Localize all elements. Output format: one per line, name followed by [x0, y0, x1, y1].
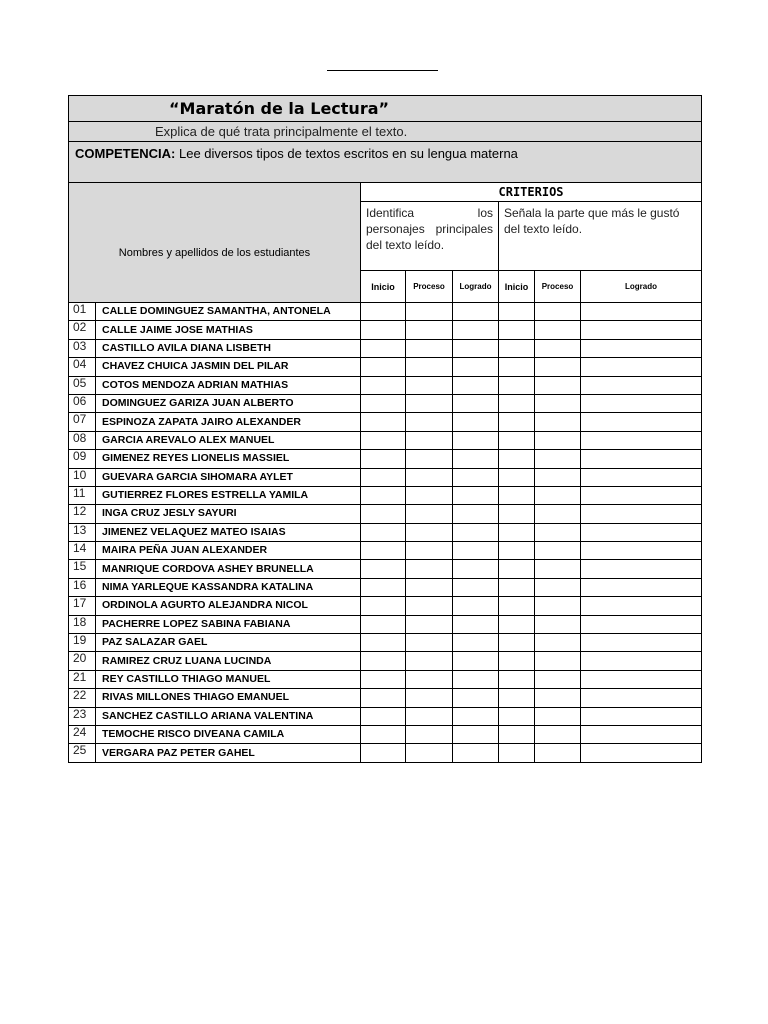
sheet-subtitle: Explica de qué trata principalmente el texto. — [69, 122, 702, 142]
student-number: 19 — [69, 634, 96, 652]
evaluation-cell[interactable] — [453, 413, 499, 431]
evaluation-cell[interactable] — [361, 468, 406, 486]
student-number: 11 — [69, 486, 96, 504]
evaluation-cell[interactable] — [453, 744, 499, 762]
student-name: NIMA YARLEQUE KASSANDRA KATALINA — [96, 578, 361, 596]
evaluation-cell[interactable] — [499, 486, 535, 504]
student-name: ORDINOLA AGURTO ALEJANDRA NICOL — [96, 597, 361, 615]
evaluation-cell[interactable] — [535, 707, 581, 725]
evaluation-cell[interactable] — [406, 339, 453, 357]
evaluation-cell[interactable] — [581, 339, 702, 357]
student-name: GUEVARA GARCIA SIHOMARA AYLET — [96, 468, 361, 486]
evaluation-cell[interactable] — [361, 744, 406, 762]
evaluation-cell[interactable] — [535, 597, 581, 615]
evaluation-cell[interactable] — [581, 560, 702, 578]
evaluation-cell[interactable] — [535, 413, 581, 431]
evaluation-cell[interactable] — [535, 468, 581, 486]
evaluation-cell[interactable] — [406, 468, 453, 486]
evaluation-cell[interactable] — [581, 689, 702, 707]
evaluation-cell[interactable] — [361, 376, 406, 394]
header-underline — [327, 70, 438, 71]
evaluation-cell[interactable] — [581, 450, 702, 468]
evaluation-cell[interactable] — [453, 450, 499, 468]
evaluation-cell[interactable] — [453, 615, 499, 633]
competencia-label: COMPETENCIA: — [75, 146, 176, 161]
sheet-title: “Maratón de la Lectura” — [69, 96, 702, 122]
evaluation-cell[interactable] — [453, 523, 499, 541]
student-name: VERGARA PAZ PETER GAHEL — [96, 744, 361, 762]
student-row — [69, 450, 702, 468]
evaluation-cell[interactable] — [361, 615, 406, 633]
student-row — [69, 321, 702, 339]
evaluation-cell[interactable] — [499, 450, 535, 468]
student-name: CALLE JAIME JOSE MATHIAS — [96, 321, 361, 339]
evaluation-cell[interactable] — [499, 358, 535, 376]
student-row — [69, 339, 702, 357]
student-row — [69, 725, 702, 743]
evaluation-cell[interactable] — [535, 321, 581, 339]
evaluation-cell[interactable] — [406, 486, 453, 504]
evaluation-cell[interactable] — [406, 597, 453, 615]
evaluation-cell[interactable] — [535, 670, 581, 688]
evaluation-cell[interactable] — [453, 468, 499, 486]
student-row — [69, 303, 702, 321]
student-number: 22 — [69, 689, 96, 707]
evaluation-cell[interactable] — [581, 505, 702, 523]
student-row — [69, 468, 702, 486]
student-name: CASTILLO AVILA DIANA LISBETH — [96, 339, 361, 357]
student-number: 08 — [69, 431, 96, 449]
evaluation-cell[interactable] — [453, 689, 499, 707]
evaluation-cell[interactable] — [535, 450, 581, 468]
evaluation-cell[interactable] — [361, 413, 406, 431]
level-logrado-2: Logrado — [581, 271, 702, 303]
evaluation-cell[interactable] — [361, 670, 406, 688]
evaluation-cell[interactable] — [406, 394, 453, 412]
criterion-2: Señala la parte que más le gustó del texto leído. — [499, 202, 702, 271]
evaluation-cell[interactable] — [499, 303, 535, 321]
evaluation-cell[interactable] — [535, 523, 581, 541]
evaluation-cell[interactable] — [581, 597, 702, 615]
student-number: 18 — [69, 615, 96, 633]
evaluation-cell[interactable] — [499, 560, 535, 578]
evaluation-cell[interactable] — [535, 652, 581, 670]
evaluation-cell[interactable] — [406, 358, 453, 376]
evaluation-cell[interactable] — [535, 486, 581, 504]
evaluation-cell[interactable] — [361, 523, 406, 541]
criterios-header: CRITERIOS — [361, 183, 702, 202]
evaluation-cell[interactable] — [361, 597, 406, 615]
evaluation-cell[interactable] — [361, 321, 406, 339]
evaluation-cell[interactable] — [453, 303, 499, 321]
student-name: GIMENEZ REYES LIONELIS MASSIEL — [96, 450, 361, 468]
evaluation-cell[interactable] — [406, 303, 453, 321]
evaluation-cell[interactable] — [406, 450, 453, 468]
student-number: 06 — [69, 394, 96, 412]
student-number: 04 — [69, 358, 96, 376]
student-number: 23 — [69, 707, 96, 725]
evaluation-cell[interactable] — [453, 542, 499, 560]
student-name: DOMINGUEZ GARIZA JUAN ALBERTO — [96, 394, 361, 412]
student-name: TEMOCHE RISCO DIVEANA CAMILA — [96, 725, 361, 743]
evaluation-cell[interactable] — [453, 486, 499, 504]
criterion-1: Identifica los personajes principales del texto leído. — [361, 202, 499, 271]
student-name: GARCIA AREVALO ALEX MANUEL — [96, 431, 361, 449]
evaluation-cell[interactable] — [361, 450, 406, 468]
evaluation-cell[interactable] — [453, 560, 499, 578]
student-name: PACHERRE LOPEZ SABINA FABIANA — [96, 615, 361, 633]
level-proceso-1: Proceso — [406, 271, 453, 303]
student-name: PAZ SALAZAR GAEL — [96, 634, 361, 652]
evaluation-cell[interactable] — [581, 468, 702, 486]
evaluation-cell[interactable] — [581, 634, 702, 652]
student-name: CHAVEZ CHUICA JASMIN DEL PILAR — [96, 358, 361, 376]
evaluation-cell[interactable] — [453, 394, 499, 412]
evaluation-cell[interactable] — [581, 615, 702, 633]
student-row — [69, 358, 702, 376]
evaluation-cell[interactable] — [406, 744, 453, 762]
evaluation-cell[interactable] — [406, 505, 453, 523]
evaluation-cell[interactable] — [581, 431, 702, 449]
evaluation-cell[interactable] — [581, 670, 702, 688]
evaluation-cell[interactable] — [406, 725, 453, 743]
evaluation-cell[interactable] — [361, 652, 406, 670]
student-number: 15 — [69, 560, 96, 578]
student-number: 07 — [69, 413, 96, 431]
student-row — [69, 431, 702, 449]
evaluation-cell[interactable] — [581, 652, 702, 670]
evaluation-cell[interactable] — [453, 634, 499, 652]
evaluation-cell[interactable] — [499, 542, 535, 560]
evaluation-cell[interactable] — [406, 707, 453, 725]
evaluation-cell[interactable] — [499, 615, 535, 633]
evaluation-cell[interactable] — [535, 560, 581, 578]
evaluation-cell[interactable] — [535, 615, 581, 633]
student-name: REY CASTILLO THIAGO MANUEL — [96, 670, 361, 688]
evaluation-cell[interactable] — [581, 413, 702, 431]
student-row — [69, 523, 702, 541]
evaluation-cell[interactable] — [361, 560, 406, 578]
student-name: RAMIREZ CRUZ LUANA LUCINDA — [96, 652, 361, 670]
student-row — [69, 597, 702, 615]
student-number: 21 — [69, 670, 96, 688]
student-number: 09 — [69, 450, 96, 468]
evaluation-cell[interactable] — [581, 744, 702, 762]
evaluation-cell[interactable] — [499, 431, 535, 449]
student-row — [69, 376, 702, 394]
student-row — [69, 560, 702, 578]
student-row — [69, 670, 702, 688]
evaluation-cell[interactable] — [406, 413, 453, 431]
evaluation-cell[interactable] — [406, 542, 453, 560]
evaluation-cell[interactable] — [499, 578, 535, 596]
evaluation-cell[interactable] — [535, 339, 581, 357]
evaluation-cell[interactable] — [499, 468, 535, 486]
evaluation-cell[interactable] — [453, 725, 499, 743]
evaluation-cell[interactable] — [499, 744, 535, 762]
evaluation-cell[interactable] — [453, 431, 499, 449]
evaluation-cell[interactable] — [535, 689, 581, 707]
student-number: 20 — [69, 652, 96, 670]
student-number: 24 — [69, 725, 96, 743]
student-row — [69, 394, 702, 412]
evaluation-cell[interactable] — [499, 505, 535, 523]
student-name: GUTIERREZ FLORES ESTRELLA YAMILA — [96, 486, 361, 504]
evaluation-cell[interactable] — [361, 505, 406, 523]
evaluation-cell[interactable] — [499, 376, 535, 394]
evaluation-cell[interactable] — [406, 652, 453, 670]
student-name: RIVAS MILLONES THIAGO EMANUEL — [96, 689, 361, 707]
evaluation-cell[interactable] — [535, 542, 581, 560]
evaluation-cell[interactable] — [406, 615, 453, 633]
evaluation-cell[interactable] — [581, 358, 702, 376]
student-row — [69, 689, 702, 707]
evaluation-cell[interactable] — [535, 578, 581, 596]
evaluation-cell[interactable] — [499, 670, 535, 688]
evaluation-cell[interactable] — [499, 394, 535, 412]
evaluation-cell[interactable] — [453, 358, 499, 376]
evaluation-cell[interactable] — [406, 321, 453, 339]
evaluation-cell[interactable] — [581, 321, 702, 339]
evaluation-cell[interactable] — [499, 321, 535, 339]
evaluation-cell[interactable] — [499, 707, 535, 725]
student-row — [69, 652, 702, 670]
evaluation-cell[interactable] — [453, 321, 499, 339]
evaluation-cell[interactable] — [581, 578, 702, 596]
evaluation-cell[interactable] — [499, 339, 535, 357]
evaluation-cell[interactable] — [535, 744, 581, 762]
student-name: MANRIQUE CORDOVA ASHEY BRUNELLA — [96, 560, 361, 578]
evaluation-cell[interactable] — [581, 376, 702, 394]
evaluation-cell[interactable] — [499, 413, 535, 431]
evaluation-cell[interactable] — [406, 560, 453, 578]
evaluation-cell[interactable] — [581, 542, 702, 560]
evaluation-cell[interactable] — [361, 358, 406, 376]
student-number: 14 — [69, 542, 96, 560]
evaluation-cell[interactable] — [453, 376, 499, 394]
evaluation-cell[interactable] — [535, 394, 581, 412]
evaluation-cell[interactable] — [499, 634, 535, 652]
student-number: 02 — [69, 321, 96, 339]
student-number: 10 — [69, 468, 96, 486]
evaluation-cell[interactable] — [361, 303, 406, 321]
student-name: JIMENEZ VELAQUEZ MATEO ISAIAS — [96, 523, 361, 541]
evaluation-cell[interactable] — [535, 505, 581, 523]
level-inicio-1: Inicio — [361, 271, 406, 303]
evaluation-cell[interactable] — [499, 597, 535, 615]
evaluation-cell[interactable] — [406, 670, 453, 688]
student-row — [69, 413, 702, 431]
student-row — [69, 542, 702, 560]
evaluation-cell[interactable] — [453, 339, 499, 357]
competencia-text: Lee diversos tipos de textos escritos en su lengua materna — [175, 146, 518, 161]
student-name: COTOS MENDOZA ADRIAN MATHIAS — [96, 376, 361, 394]
student-row — [69, 707, 702, 725]
evaluation-cell[interactable] — [453, 505, 499, 523]
student-row — [69, 634, 702, 652]
student-number: 01 — [69, 303, 96, 321]
competencia-row — [69, 142, 702, 183]
evaluation-cell[interactable] — [361, 725, 406, 743]
evaluation-cell[interactable] — [581, 394, 702, 412]
evaluation-cell[interactable] — [361, 486, 406, 504]
evaluation-cell[interactable] — [361, 542, 406, 560]
student-name: CALLE DOMINGUEZ SAMANTHA, ANTONELA — [96, 303, 361, 321]
evaluation-cell[interactable] — [361, 339, 406, 357]
evaluation-cell[interactable] — [535, 376, 581, 394]
student-name: MAIRA PEÑA JUAN ALEXANDER — [96, 542, 361, 560]
evaluation-cell[interactable] — [361, 431, 406, 449]
student-row — [69, 615, 702, 633]
student-row — [69, 578, 702, 596]
evaluation-cell[interactable] — [535, 725, 581, 743]
evaluation-cell[interactable] — [535, 303, 581, 321]
student-row — [69, 744, 702, 762]
evaluation-cell[interactable] — [453, 578, 499, 596]
student-number: 25 — [69, 744, 96, 762]
evaluation-cell[interactable] — [453, 707, 499, 725]
evaluation-cell[interactable] — [406, 634, 453, 652]
evaluation-cell[interactable] — [581, 523, 702, 541]
student-number: 03 — [69, 339, 96, 357]
student-row — [69, 505, 702, 523]
student-name: SANCHEZ CASTILLO ARIANA VALENTINA — [96, 707, 361, 725]
student-name: ESPINOZA ZAPATA JAIRO ALEXANDER — [96, 413, 361, 431]
evaluation-cell[interactable] — [406, 523, 453, 541]
student-number: 13 — [69, 523, 96, 541]
evaluation-cell[interactable] — [581, 707, 702, 725]
evaluation-cell[interactable] — [361, 394, 406, 412]
evaluation-cell[interactable] — [453, 652, 499, 670]
level-proceso-2: Proceso — [535, 271, 581, 303]
evaluation-cell[interactable] — [406, 431, 453, 449]
student-number: 17 — [69, 597, 96, 615]
evaluation-cell[interactable] — [581, 725, 702, 743]
evaluation-cell[interactable] — [361, 634, 406, 652]
evaluation-table — [68, 95, 702, 763]
level-inicio-2: Inicio — [499, 271, 535, 303]
student-name: INGA CRUZ JESLY SAYURI — [96, 505, 361, 523]
evaluation-cell[interactable] — [535, 634, 581, 652]
student-number: 05 — [69, 376, 96, 394]
student-row — [69, 486, 702, 504]
evaluation-cell[interactable] — [406, 376, 453, 394]
evaluation-cell[interactable] — [406, 689, 453, 707]
evaluation-cell[interactable] — [499, 652, 535, 670]
student-number: 12 — [69, 505, 96, 523]
evaluation-cell[interactable] — [453, 670, 499, 688]
evaluation-cell[interactable] — [535, 358, 581, 376]
evaluation-cell[interactable] — [581, 486, 702, 504]
evaluation-cell[interactable] — [361, 578, 406, 596]
evaluation-cell[interactable] — [581, 303, 702, 321]
student-number: 16 — [69, 578, 96, 596]
evaluation-cell[interactable] — [535, 431, 581, 449]
level-logrado-1: Logrado — [453, 271, 499, 303]
names-column-header: Nombres y apellidos de los estudiantes — [69, 183, 361, 303]
evaluation-cell[interactable] — [453, 597, 499, 615]
evaluation-cell[interactable] — [499, 523, 535, 541]
evaluation-cell[interactable] — [361, 689, 406, 707]
evaluation-cell[interactable] — [406, 578, 453, 596]
evaluation-cell[interactable] — [361, 707, 406, 725]
evaluation-cell[interactable] — [499, 689, 535, 707]
evaluation-cell[interactable] — [499, 725, 535, 743]
